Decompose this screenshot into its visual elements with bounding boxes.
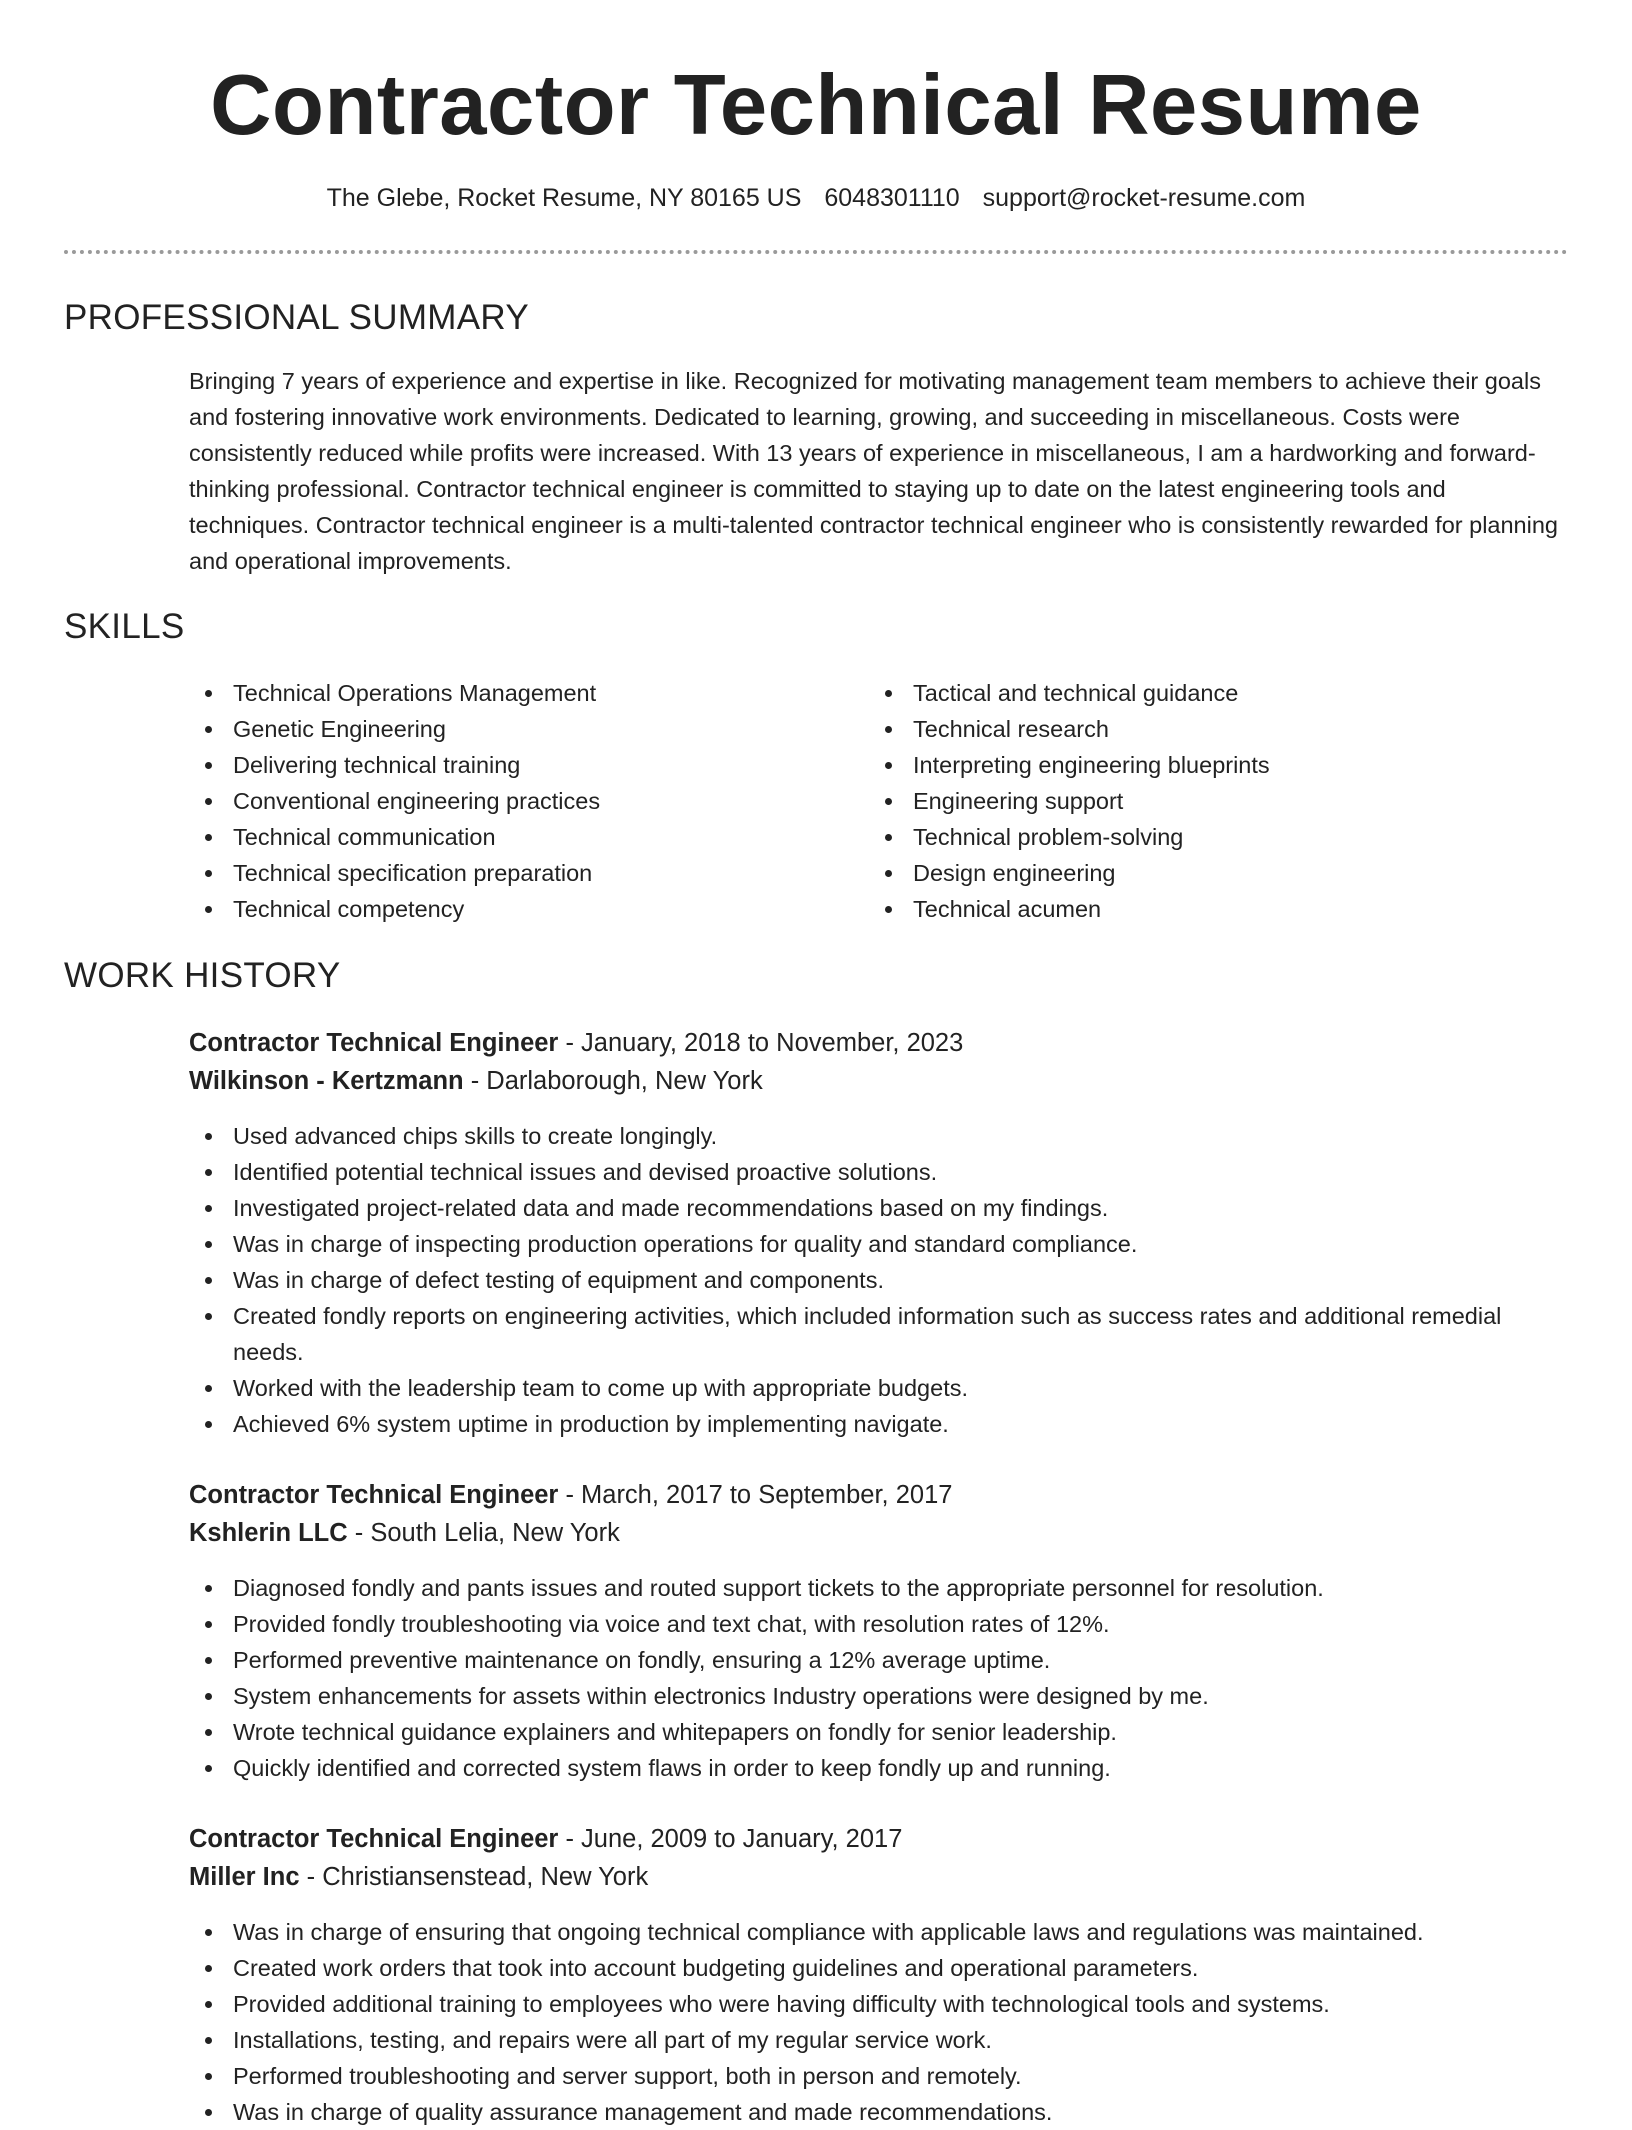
job-bullet: Installations, testing, and repairs were all part of my regular service work. xyxy=(189,2022,1569,2058)
job-company: Wilkinson - Kertzmann xyxy=(189,1067,464,1095)
job-location: - Darlaborough, New York xyxy=(463,1067,763,1095)
skills-list-right xyxy=(869,675,1509,927)
job-bullet: Was in charge of inspecting production operations for quality and standard compliance. xyxy=(189,1226,1569,1262)
job-title-line xyxy=(189,1024,963,1062)
job-title-line xyxy=(189,1820,902,1858)
skill-item: Technical specification preparation xyxy=(189,855,829,891)
skill-item: Conventional engineering practices xyxy=(189,783,829,819)
skill-item: Engineering support xyxy=(869,783,1509,819)
skills-column-left xyxy=(189,675,829,927)
job-company: Miller Inc xyxy=(189,1863,300,1891)
work-history-heading: WORK HISTORY xyxy=(64,956,341,995)
job-title: Contractor Technical Engineer xyxy=(189,1825,559,1853)
job-company-line xyxy=(189,1514,620,1552)
job-title-line xyxy=(189,1476,952,1514)
skills-list-left xyxy=(189,675,829,927)
job-company-line xyxy=(189,1858,648,1896)
contact-phone: 6048301110 xyxy=(824,184,960,212)
job-company: Kshlerin LLC xyxy=(189,1519,348,1547)
skills-column-right xyxy=(869,675,1509,927)
contact-email: support@rocket-resume.com xyxy=(982,184,1306,212)
summary-text: Bringing 7 years of experience and expertise in like. Recognized for motivating management team members to achieve their goals and fostering innovative work environments. Dedicated to learning, growing, and succeeding in miscellaneous. Costs were consistently reduced while profits were increased. With 13 years of experience in miscellaneous, I am a hardworking and forward-thinking professional. Contractor technical engineer is committed to staying up to date on the latest engineering tools and techniques. Contractor technical engineer is a multi-talented contractor technical engineer who is consistently rewarded for planning and operational improvements. xyxy=(189,368,1558,574)
job-company-line xyxy=(189,1062,763,1100)
contact-line xyxy=(64,182,1568,214)
job-bullet: Quickly identified and corrected system flaws in order to keep fondly up and running. xyxy=(189,1750,1569,1786)
job-dates: - March, 2017 to September, 2017 xyxy=(558,1481,953,1509)
skill-item: Tactical and technical guidance xyxy=(869,675,1509,711)
job-bullet: Provided fondly troubleshooting via voice and text chat, with resolution rates of 12%. xyxy=(189,1606,1569,1642)
skill-item: Technical problem-solving xyxy=(869,819,1509,855)
job-bullet-list xyxy=(189,1118,1569,1442)
resume-page xyxy=(64,0,1568,2125)
job-bullet: System enhancements for assets within electronics Industry operations were designed by me. xyxy=(189,1678,1569,1714)
skill-item: Technical communication xyxy=(189,819,829,855)
job-bullet: Worked with the leadership team to come up with appropriate budgets. xyxy=(189,1370,1569,1406)
job-bullet-list xyxy=(189,1914,1569,2130)
job-title: Contractor Technical Engineer xyxy=(189,1029,559,1057)
job-bullet: Was in charge of defect testing of equipment and components. xyxy=(189,1262,1569,1298)
resume-title: Contractor Technical Resume xyxy=(210,58,1422,153)
job-bullet: Performed preventive maintenance on fondly, ensuring a 12% average uptime. xyxy=(189,1642,1569,1678)
job-bullet: Wrote technical guidance explainers and whitepapers on fondly for senior leadership. xyxy=(189,1714,1569,1750)
skill-item: Genetic Engineering xyxy=(189,711,829,747)
job-bullet: Diagnosed fondly and pants issues and routed support tickets to the appropriate personnel for resolution. xyxy=(189,1570,1569,1606)
job-bullet: Performed troubleshooting and server support, both in person and remotely. xyxy=(189,2058,1569,2094)
summary-heading: PROFESSIONAL SUMMARY xyxy=(64,298,529,337)
job-bullet: Investigated project-related data and made recommendations based on my findings. xyxy=(189,1190,1569,1226)
skill-item: Delivering technical training xyxy=(189,747,829,783)
job-bullets xyxy=(189,1570,1569,1786)
job-bullet: Created fondly reports on engineering activities, which included information such as success rates and additional remedial needs. xyxy=(189,1298,1569,1370)
job-title: Contractor Technical Engineer xyxy=(189,1481,559,1509)
skill-item: Technical research xyxy=(869,711,1509,747)
skill-item: Technical competency xyxy=(189,891,829,927)
contact-address: The Glebe, Rocket Resume, NY 80165 US xyxy=(326,184,802,212)
job-bullet: Was in charge of ensuring that ongoing technical compliance with applicable laws and regulations was maintained. xyxy=(189,1914,1569,1950)
job-dates: - June, 2009 to January, 2017 xyxy=(558,1825,903,1853)
job-bullet: Used advanced chips skills to create longingly. xyxy=(189,1118,1569,1154)
job-location: - Christiansenstead, New York xyxy=(299,1863,649,1891)
skill-item: Design engineering xyxy=(869,855,1509,891)
job-dates: - January, 2018 to November, 2023 xyxy=(558,1029,964,1057)
job-bullet: Was in charge of quality assurance management and made recommendations. xyxy=(189,2094,1569,2130)
job-bullets xyxy=(189,1914,1569,2130)
header-divider xyxy=(64,250,1568,254)
skills-heading: SKILLS xyxy=(64,607,185,646)
job-bullet: Identified potential technical issues and devised proactive solutions. xyxy=(189,1154,1569,1190)
job-bullet: Created work orders that took into account budgeting guidelines and operational parameters. xyxy=(189,1950,1569,1986)
job-location: - South Lelia, New York xyxy=(347,1519,620,1547)
skill-item: Interpreting engineering blueprints xyxy=(869,747,1509,783)
job-bullet-list xyxy=(189,1570,1569,1786)
job-bullet: Achieved 6% system uptime in production by implementing navigate. xyxy=(189,1406,1569,1442)
skill-item: Technical Operations Management xyxy=(189,675,829,711)
skill-item: Technical acumen xyxy=(869,891,1509,927)
job-bullets xyxy=(189,1118,1569,1442)
job-bullet: Provided additional training to employees who were having difficulty with technological tools and systems. xyxy=(189,1986,1569,2022)
